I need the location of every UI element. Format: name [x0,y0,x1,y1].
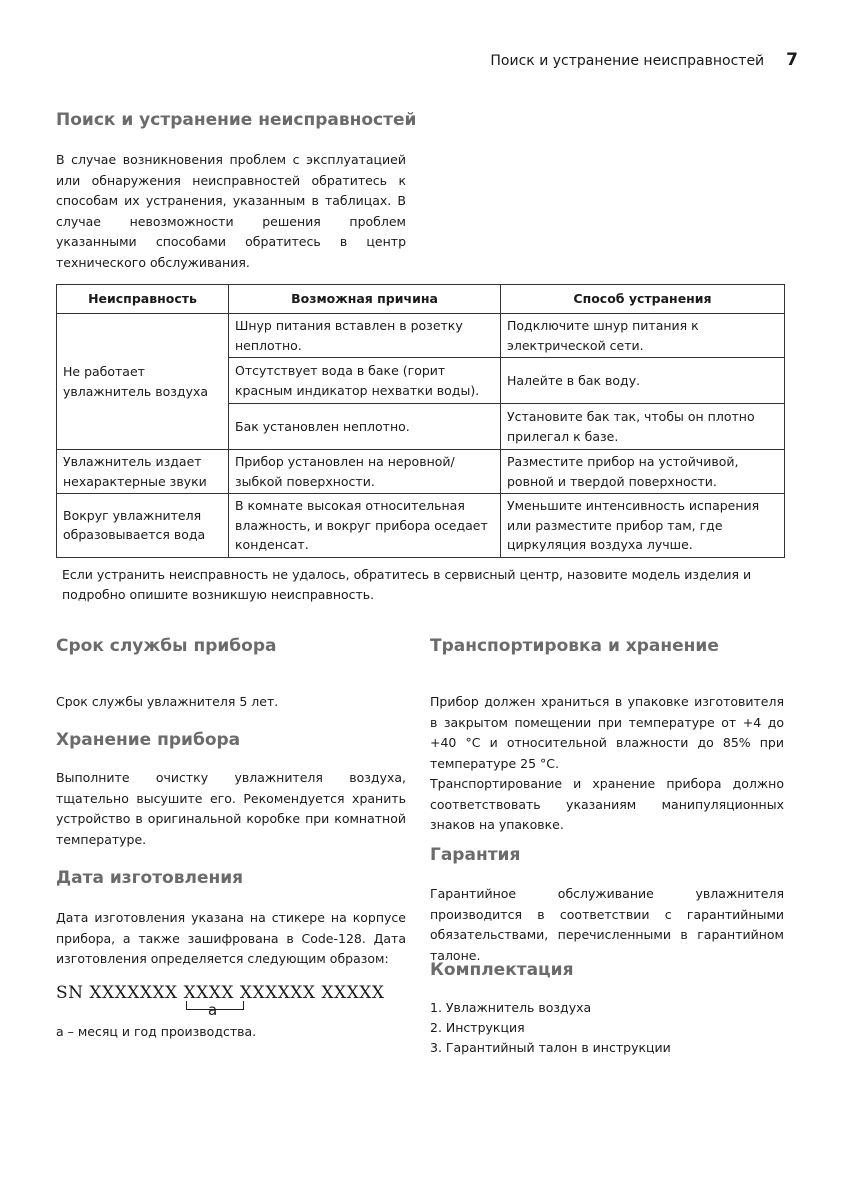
fix-cell: Уменьшите интенсивность испарения или разместите прибор там, где циркуляция воздуха лучше. [501,494,785,558]
cause-cell: Отсутствует вода в баке (горит красным индикатор нехватки воды). [229,358,501,404]
service-life-title: Срок службы прибора [56,636,277,656]
troubleshooting-title: Поиск и устранение неисправностей [56,110,417,130]
kit-title: Комплектация [430,960,574,980]
service-life-text: Срок службы увлажнителя 5 лет. [56,694,279,709]
manufacture-date-text: Дата изготовления указана на стикере на корпусе прибора, а также зашифрована в Code-128. Дата изготовления определяется следующим образом: [56,910,406,966]
cause-cell: В комнате высокая относительная влажность, и вокруг прибора оседает конденсат. [229,494,501,558]
fix-cell: Налейте в бак воду. [501,358,785,404]
troubleshooting-note: Если устранить неисправность не удалось, обратитесь в сервисный центр, назовите модель изделия и подробно опишите возникшую неисправность. [62,567,752,602]
kit-list [430,998,671,1058]
fault-cell: Вокруг увлажнителя образовывается вода [57,494,229,558]
table-header-row [57,285,785,314]
troubleshooting-intro: В случае возникновения проблем с эксплуатацией или обнаружения неисправностей обратитесь к способам их устранения, указанным в таблицах. В случае невозможности решения проблем указанными способами обратитесь в центр технического обслуживания. [56,152,406,270]
sn-suffix: XXXXXX XXXXX [239,983,385,1003]
table-header: Возможная причина [229,285,501,314]
cause-cell: Бак установлен неплотно. [229,404,501,450]
fix-cell: Разместите прибор на устойчивой, ровной и твердой поверхности. [501,450,785,494]
table-row [57,494,785,558]
sn-marker: a [208,1001,218,1019]
troubleshooting-table [56,284,785,558]
transport-text-2: Транспортирование и хранение прибора должно соответствовать указаниям манипуляционных знаков на упаковке. [430,776,784,832]
fix-cell: Подключите шнур питания к электрической сети. [501,314,785,358]
warranty-text: Гарантийное обслуживание увлажнителя производится в соответствии с гарантийными обязательствами, перечисленными в гарантийном талоне. [430,886,784,963]
table-row [57,450,785,494]
cause-cell: Шнур питания вставлен в розетку неплотно. [229,314,501,358]
running-header-title: Поиск и устранение неисправностей [490,53,765,69]
manufacture-date-legend: а – месяц и год производства. [56,1024,257,1039]
list-item: 2. Инструкция [430,1020,525,1035]
table-header: Способ устранения [501,285,785,314]
list-item: 3. Гарантийный талон в инструкции [430,1040,671,1055]
fix-cell: Установите бак так, чтобы он плотно прилегал к базе. [501,404,785,450]
storage-title: Хранение прибора [56,730,241,750]
running-header [490,50,798,70]
storage-text: Выполните очистку увлажнителя воздуха, тщательно высушите его. Рекомендуется хранить устройство в оригинальной коробке при комнатной температуре. [56,770,406,847]
page-number: 7 [786,50,798,70]
cause-cell: Прибор установлен на неровной/ зыбкой поверхности. [229,450,501,494]
transport-text-1: Прибор должен храниться в упаковке изготовителя в закрытом помещении при температуре от +4 до +40 °С и относительной влажности до 85% при температуре 25 °С. [430,694,784,771]
sn-marked: XXXX [183,983,234,1003]
sn-prefix: SN XXXXXXX [56,983,178,1003]
table-header: Неисправность [57,285,229,314]
table-row [57,314,785,358]
list-item: 1. Увлажнитель воздуха [430,1000,592,1015]
transport-text [430,692,784,836]
manufacture-date-title: Дата изготовления [56,868,244,888]
transport-title: Транспортировка и хранение [430,636,719,656]
serial-number-format [56,983,384,1003]
warranty-title: Гарантия [430,845,521,865]
fault-cell: Увлажнитель издает нехарактерные звуки [57,450,229,494]
fault-cell: Не работает увлажнитель воздуха [57,314,229,450]
